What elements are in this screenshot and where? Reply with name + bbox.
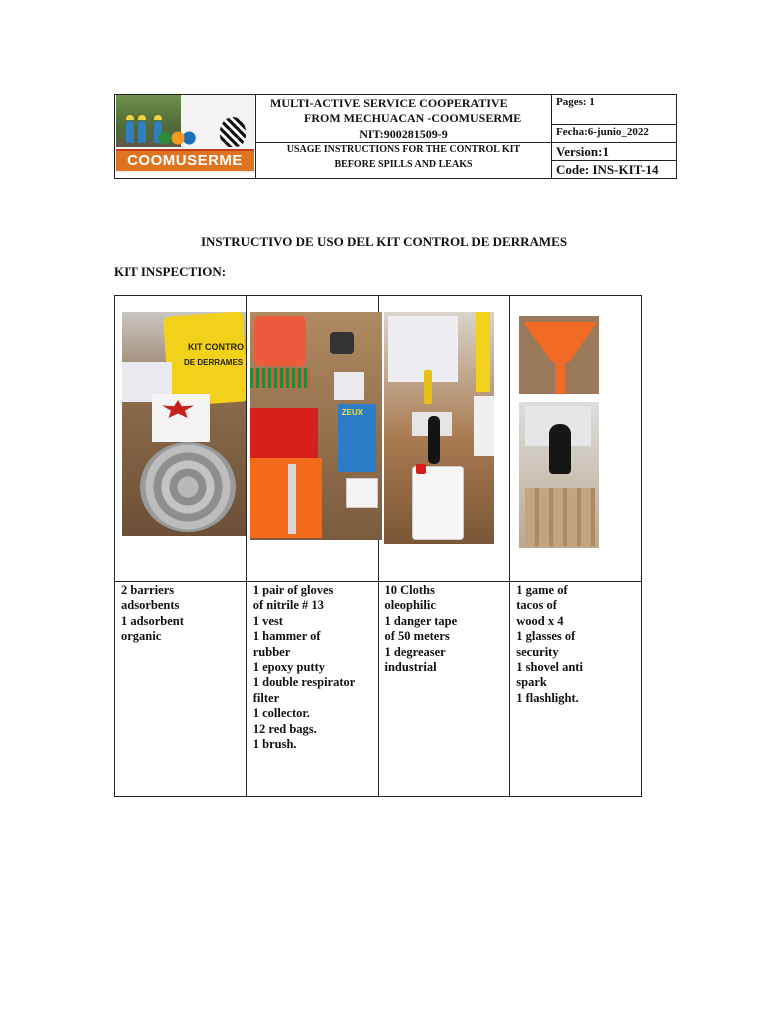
- cloths-degreaser-photo: [384, 312, 494, 544]
- company-logo: [116, 95, 254, 173]
- ppe-photo: [250, 312, 382, 540]
- list-item: 10 Cloths: [384, 583, 435, 597]
- list-item: oleophilic: [384, 598, 436, 613]
- version-code-cell: [552, 143, 677, 179]
- company-name-cell: [256, 95, 552, 143]
- list-item: organic: [121, 629, 162, 644]
- cooperative-mark-icon: [151, 125, 196, 151]
- code-label: Code: INS-KIT-14: [556, 162, 659, 177]
- list-item: of nitrile # 13: [252, 598, 324, 613]
- company-nit: NIT:900281509-9: [359, 127, 448, 141]
- kit-column-3: [378, 582, 510, 797]
- photo-cell-2: [246, 296, 378, 582]
- kit-column-4: [510, 582, 642, 797]
- flashlight-tacos-photo: [519, 402, 599, 548]
- list-item: 1 shovel anti: [516, 660, 583, 675]
- usage-title-line2: BEFORE SPILLS AND LEAKS: [334, 159, 473, 170]
- kit-column-2: [246, 582, 378, 797]
- list-item: 1 double respirator: [252, 675, 356, 690]
- version-label: Version:1: [552, 143, 676, 161]
- list-item: 1 collector.: [252, 706, 310, 721]
- company-name-line2: FROM MECHUACAN -COOMUSERME: [304, 111, 522, 125]
- list-item: industrial: [384, 660, 437, 675]
- list-item: spark: [516, 675, 547, 690]
- logo-cell: [115, 95, 256, 179]
- list-item: adsorbents: [121, 598, 180, 613]
- list-item: 12 red bags.: [252, 721, 317, 736]
- shovel-photo: [519, 316, 599, 394]
- usage-title-cell: [256, 143, 552, 179]
- document-title: INSTRUCTIVO DE USO DEL KIT CONTROL DE DERRAMES: [200, 234, 568, 249]
- gloves-brand-label: ZEUX: [341, 408, 364, 417]
- photo-cell-3: [378, 296, 510, 582]
- list-item: tacos of: [516, 598, 557, 613]
- pages-cell: Pages: 1: [552, 95, 677, 125]
- photo-cell-4: [510, 296, 642, 582]
- list-item: 2 barriers: [121, 583, 175, 597]
- usage-title-line1: USAGE INSTRUCTIONS FOR THE CONTROL KIT: [286, 144, 521, 155]
- logo-wordmark: COOMUSERME: [116, 149, 254, 171]
- zebra-mascot-icon: [220, 117, 246, 147]
- list-item: security: [516, 644, 559, 659]
- list-item: 1 brush.: [252, 737, 297, 752]
- list-item: 1 vest: [252, 613, 283, 628]
- kit-bag-label-1: KIT CONTRO: [188, 342, 244, 352]
- company-name-line1: MULTI-ACTIVE SERVICE COOPERATIVE: [270, 96, 508, 110]
- kit-column-1: [115, 582, 247, 797]
- kit-inspection-table: [114, 295, 642, 797]
- photo-cell-1: [115, 296, 247, 582]
- list-item: 1 degreaser: [384, 644, 446, 659]
- list-item: filter: [252, 690, 280, 705]
- list-item: 1 epoxy putty: [252, 660, 325, 675]
- list-item: wood x 4: [516, 613, 564, 628]
- list-item: 1 game of: [516, 583, 568, 597]
- list-item: 1 flashlight.: [516, 690, 579, 705]
- barriers-photo: [122, 312, 246, 536]
- list-item: 1 adsorbent: [121, 613, 184, 628]
- list-item: 1 pair of gloves: [252, 583, 334, 597]
- section-heading: KIT INSPECTION:: [114, 264, 227, 279]
- list-item: 1 hammer of: [252, 629, 321, 644]
- document-header: [114, 94, 677, 179]
- kit-bag-label-2: DE DERRAMES: [184, 358, 244, 367]
- date-cell: Fecha:6-junio_2022: [552, 125, 677, 143]
- list-item: 1 danger tape: [384, 613, 458, 628]
- list-item: of 50 meters: [384, 629, 450, 644]
- list-item: 1 glasses of: [516, 629, 576, 644]
- list-item: rubber: [252, 644, 291, 659]
